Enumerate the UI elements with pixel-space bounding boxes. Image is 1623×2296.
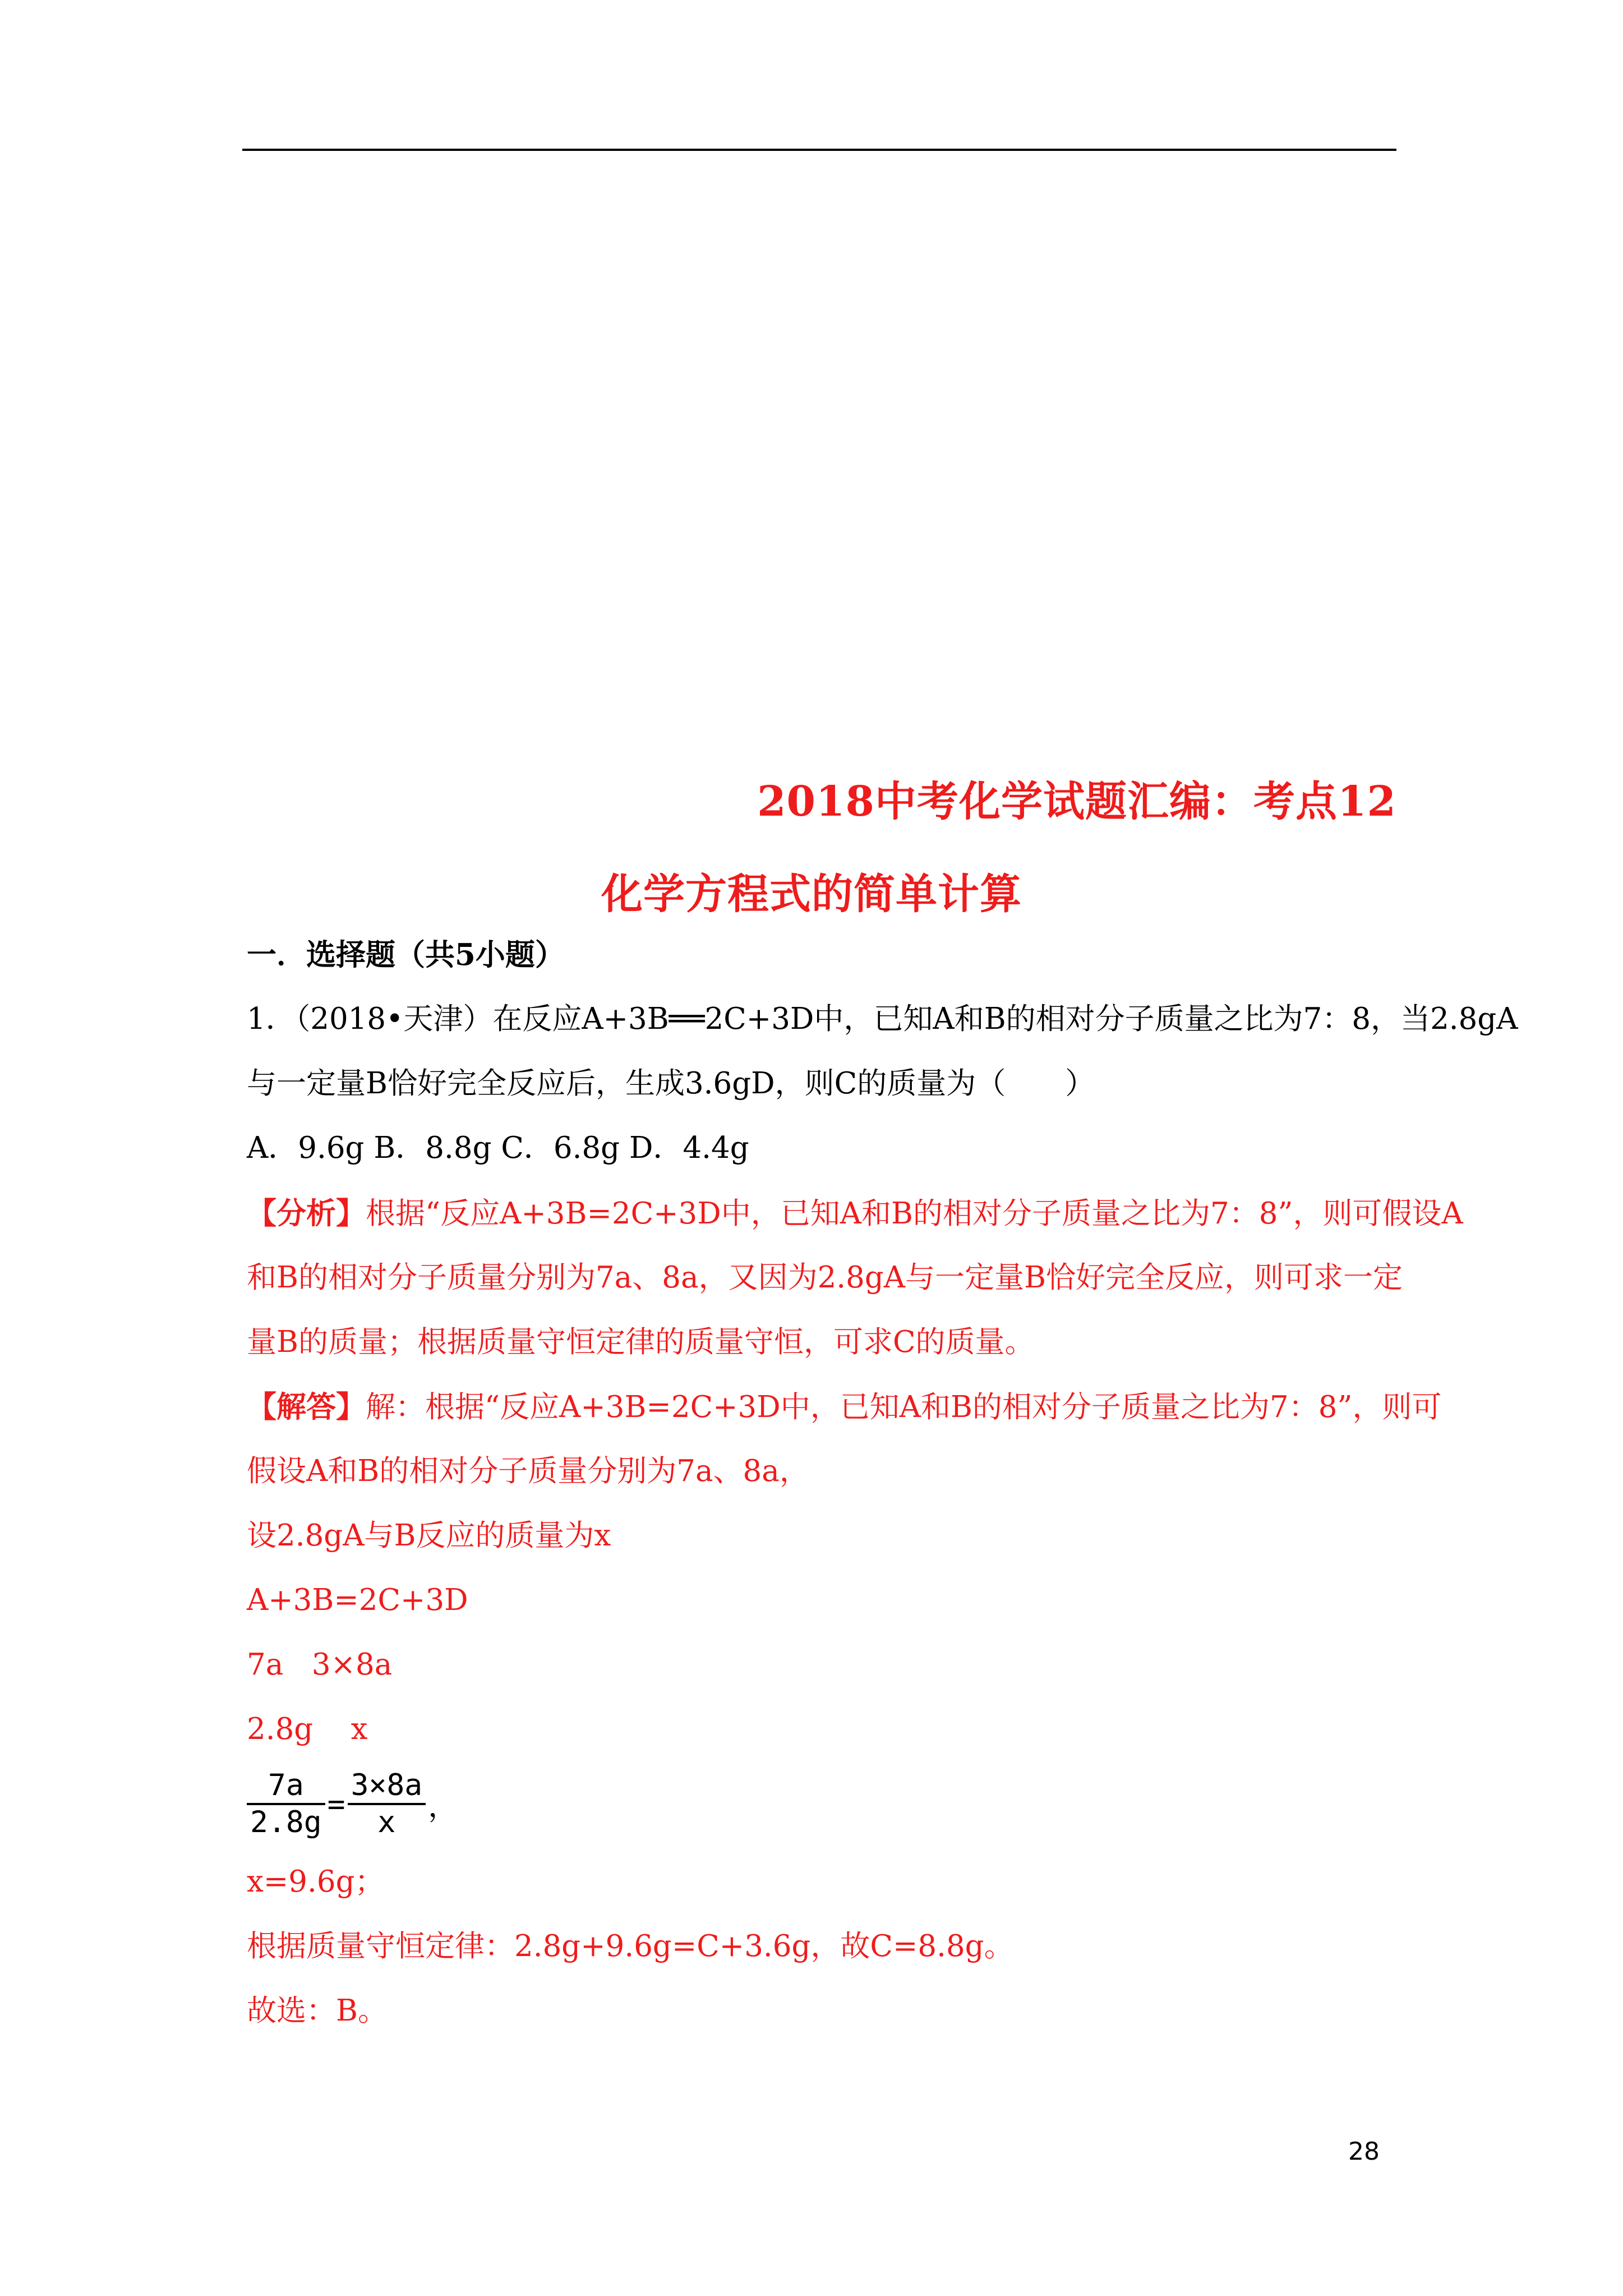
page-title: 2018中考化学试题汇编：考点12 (757, 777, 1396, 826)
header-rule (242, 149, 1396, 151)
answer-text-1: 解：根据“反应A+3B=2C+3D中，已知A和B的相对分子质量之比为7：8”，则可 (366, 1390, 1442, 1424)
analysis-line-2: 和B的相对分子质量分别为7a、8a，又因为2.8gA与一定量B恰好完全反应，则可求一定 (247, 1260, 1403, 1295)
question-line-1: 1．（2018•天津）在反应A+3B══2C+3D中，已知A和B的相对分子质量之比为7：8，当2.8gA (247, 1002, 1518, 1036)
fraction-trailing-comma: ， (428, 1789, 458, 1824)
answer-line-3: 设2.8gA与B反应的质量为x (247, 1519, 611, 1553)
proportion-fraction (247, 1768, 460, 1852)
answer-choice: 故选：B。 (247, 1994, 388, 2028)
page-subtitle: 化学方程式的简单计算 (601, 870, 1022, 918)
answer-conservation: 根据质量守恒定律：2.8g+9.6g=C+3.6g，故C=8.8g。 (247, 1929, 1014, 1963)
fraction-left-numerator: 7a (247, 1768, 325, 1805)
answer-result-x: x=9.6g； (247, 1865, 385, 1899)
answer-line-2: 假设A和B的相对分子质量分别为7a、8a， (247, 1454, 809, 1488)
fraction-left-denominator: 2.8g (250, 1805, 322, 1839)
fraction-right-denominator: x (377, 1805, 396, 1839)
question-line-2: 与一定量B恰好完全反应后，生成3.6gD，则C的质量为（ ） (247, 1066, 1095, 1101)
answer-ratio-line: 7a 3×8a (247, 1648, 393, 1682)
fraction-left (247, 1768, 325, 1840)
analysis-line-1 (247, 1197, 1463, 1231)
fraction-right-numerator: 3×8a (348, 1768, 426, 1805)
analysis-text-1: 根据“反应A+3B=2C+3D中，已知A和B的相对分子质量之比为7：8”，则可假设A (366, 1197, 1463, 1231)
answer-mass-line: 2.8g x (247, 1712, 368, 1746)
fraction-equals: = (327, 1787, 345, 1821)
analysis-line-3: 量B的质量；根据质量守恒定律的质量守恒，可求C的质量。 (247, 1325, 1035, 1359)
page-number: 28 (1348, 2137, 1380, 2166)
question-options: A．9.6g B．8.8g C．6.8g D．4.4g (247, 1131, 749, 1165)
answer-label: 【解答】 (247, 1389, 366, 1424)
answer-line-1 (247, 1390, 1442, 1424)
section-heading: 一．选择题（共5小题） (247, 937, 565, 972)
analysis-label: 【分析】 (247, 1196, 366, 1231)
fraction-right (348, 1768, 426, 1840)
answer-equation: A+3B=2C+3D (247, 1583, 468, 1617)
